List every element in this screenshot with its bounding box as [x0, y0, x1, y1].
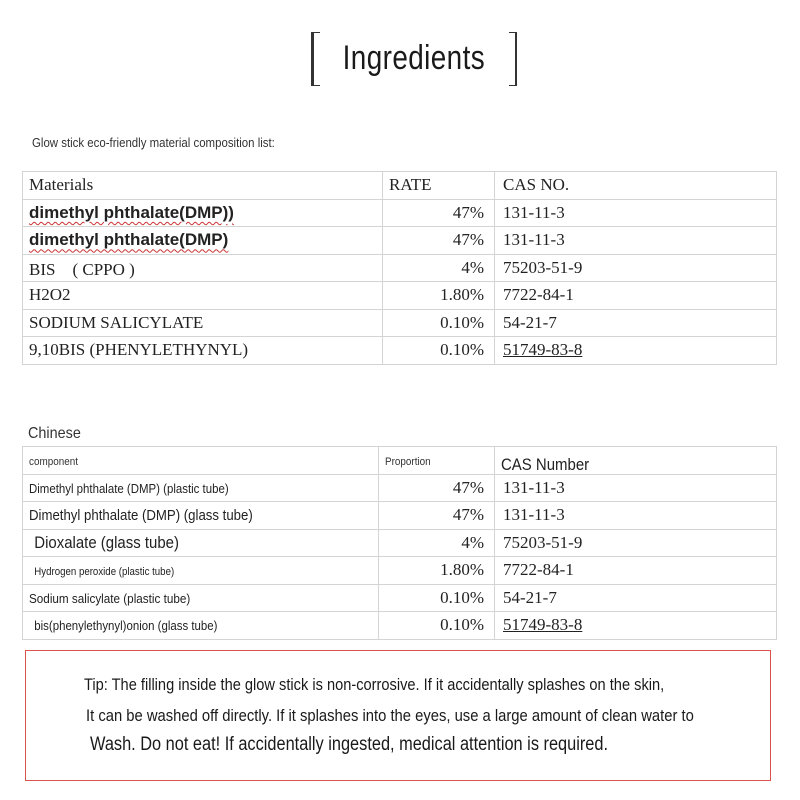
composition-caption: Glow stick eco-friendly material composition list:: [32, 135, 275, 150]
header-cas: CAS NO.: [495, 172, 777, 200]
table-row: [23, 474, 777, 502]
rate-cell: 47%: [383, 199, 495, 227]
table-row: [23, 337, 777, 365]
cas-cell: 75203-51-9: [495, 529, 777, 557]
cas-cell: 51749-83-8: [495, 337, 777, 365]
component-cell: Dioxalate (glass tube): [23, 529, 379, 557]
header-materials: Materials: [23, 172, 383, 200]
rate-cell: 0.10%: [383, 337, 495, 365]
material-cell: 9,10BIS (PHENYLETHYNYL): [23, 337, 383, 365]
chinese-ingredients-table: [22, 446, 777, 640]
cas-cell: 131-11-3: [495, 474, 777, 502]
material-cell: dimethyl phthalate(DMP): [23, 227, 383, 255]
table-row: [23, 199, 777, 227]
table-row: [23, 254, 777, 282]
component-cell: Dimethyl phthalate (DMP) (plastic tube): [23, 474, 379, 502]
proportion-cell: 47%: [379, 502, 495, 530]
proportion-cell: 0.10%: [379, 612, 495, 640]
component-cell: Dimethyl phthalate (DMP) (glass tube): [23, 502, 379, 530]
tip-line-3: Wash. Do not eat! If accidentally ingested, medical attention is required.: [90, 734, 609, 755]
table-row: [23, 502, 777, 530]
proportion-cell: 1.80%: [379, 557, 495, 585]
rate-cell: 1.80%: [383, 282, 495, 310]
safety-tip-box: [25, 650, 771, 781]
cas-cell: 75203-51-9: [495, 254, 777, 282]
header-rate: RATE: [383, 172, 495, 200]
table-row: [23, 529, 777, 557]
tip-line-1: Tip: The filling inside the glow stick is non-corrosive. If it accidentally splashes on the skin,: [84, 675, 665, 694]
rate-cell: 4%: [383, 254, 495, 282]
component-cell: Sodium salicylate (plastic tube): [23, 584, 379, 612]
cas-cell: 131-11-3: [495, 227, 777, 255]
table-row: [23, 557, 777, 585]
rate-cell: 0.10%: [383, 309, 495, 337]
cas-cell: 51749-83-8: [495, 612, 777, 640]
rate-cell: 47%: [383, 227, 495, 255]
table-row: [23, 584, 777, 612]
cas-cell: 54-21-7: [495, 584, 777, 612]
header-cas-number: CAS Number: [495, 447, 777, 475]
table-row: [23, 309, 777, 337]
table-header-row: [23, 447, 777, 475]
proportion-cell: 47%: [379, 474, 495, 502]
material-cell: H2O2: [23, 282, 383, 310]
material-cell: BIS ( CPPO ): [23, 254, 383, 282]
cas-cell: 7722-84-1: [495, 282, 777, 310]
component-cell: bis(phenylethynyl)onion (glass tube): [23, 612, 379, 640]
chinese-section-label: Chinese: [28, 425, 81, 442]
title-text: Ingredients: [342, 38, 486, 77]
proportion-cell: 4%: [379, 529, 495, 557]
proportion-cell: 0.10%: [379, 584, 495, 612]
material-cell: dimethyl phthalate(DMP)): [23, 199, 383, 227]
header-component: component: [23, 447, 379, 475]
component-cell: Hydrogen peroxide (plastic tube): [23, 557, 379, 585]
table-row: [23, 227, 777, 255]
table-header-row: [23, 172, 777, 200]
material-cell: SODIUM SALICYLATE: [23, 309, 383, 337]
english-ingredients-table: [22, 171, 777, 365]
table-row: [23, 282, 777, 310]
title-bracket-left: [311, 32, 320, 86]
header-proportion: Proportion: [379, 447, 495, 475]
tip-line-2: It can be washed off directly. If it splashes into the eyes, use a large amount of clean water to: [86, 706, 694, 725]
cas-cell: 131-11-3: [495, 199, 777, 227]
page-title: [311, 32, 517, 84]
cas-cell: 54-21-7: [495, 309, 777, 337]
title-bracket-right: [509, 32, 517, 86]
table-row: [23, 612, 777, 640]
cas-cell: 7722-84-1: [495, 557, 777, 585]
cas-cell: 131-11-3: [495, 502, 777, 530]
